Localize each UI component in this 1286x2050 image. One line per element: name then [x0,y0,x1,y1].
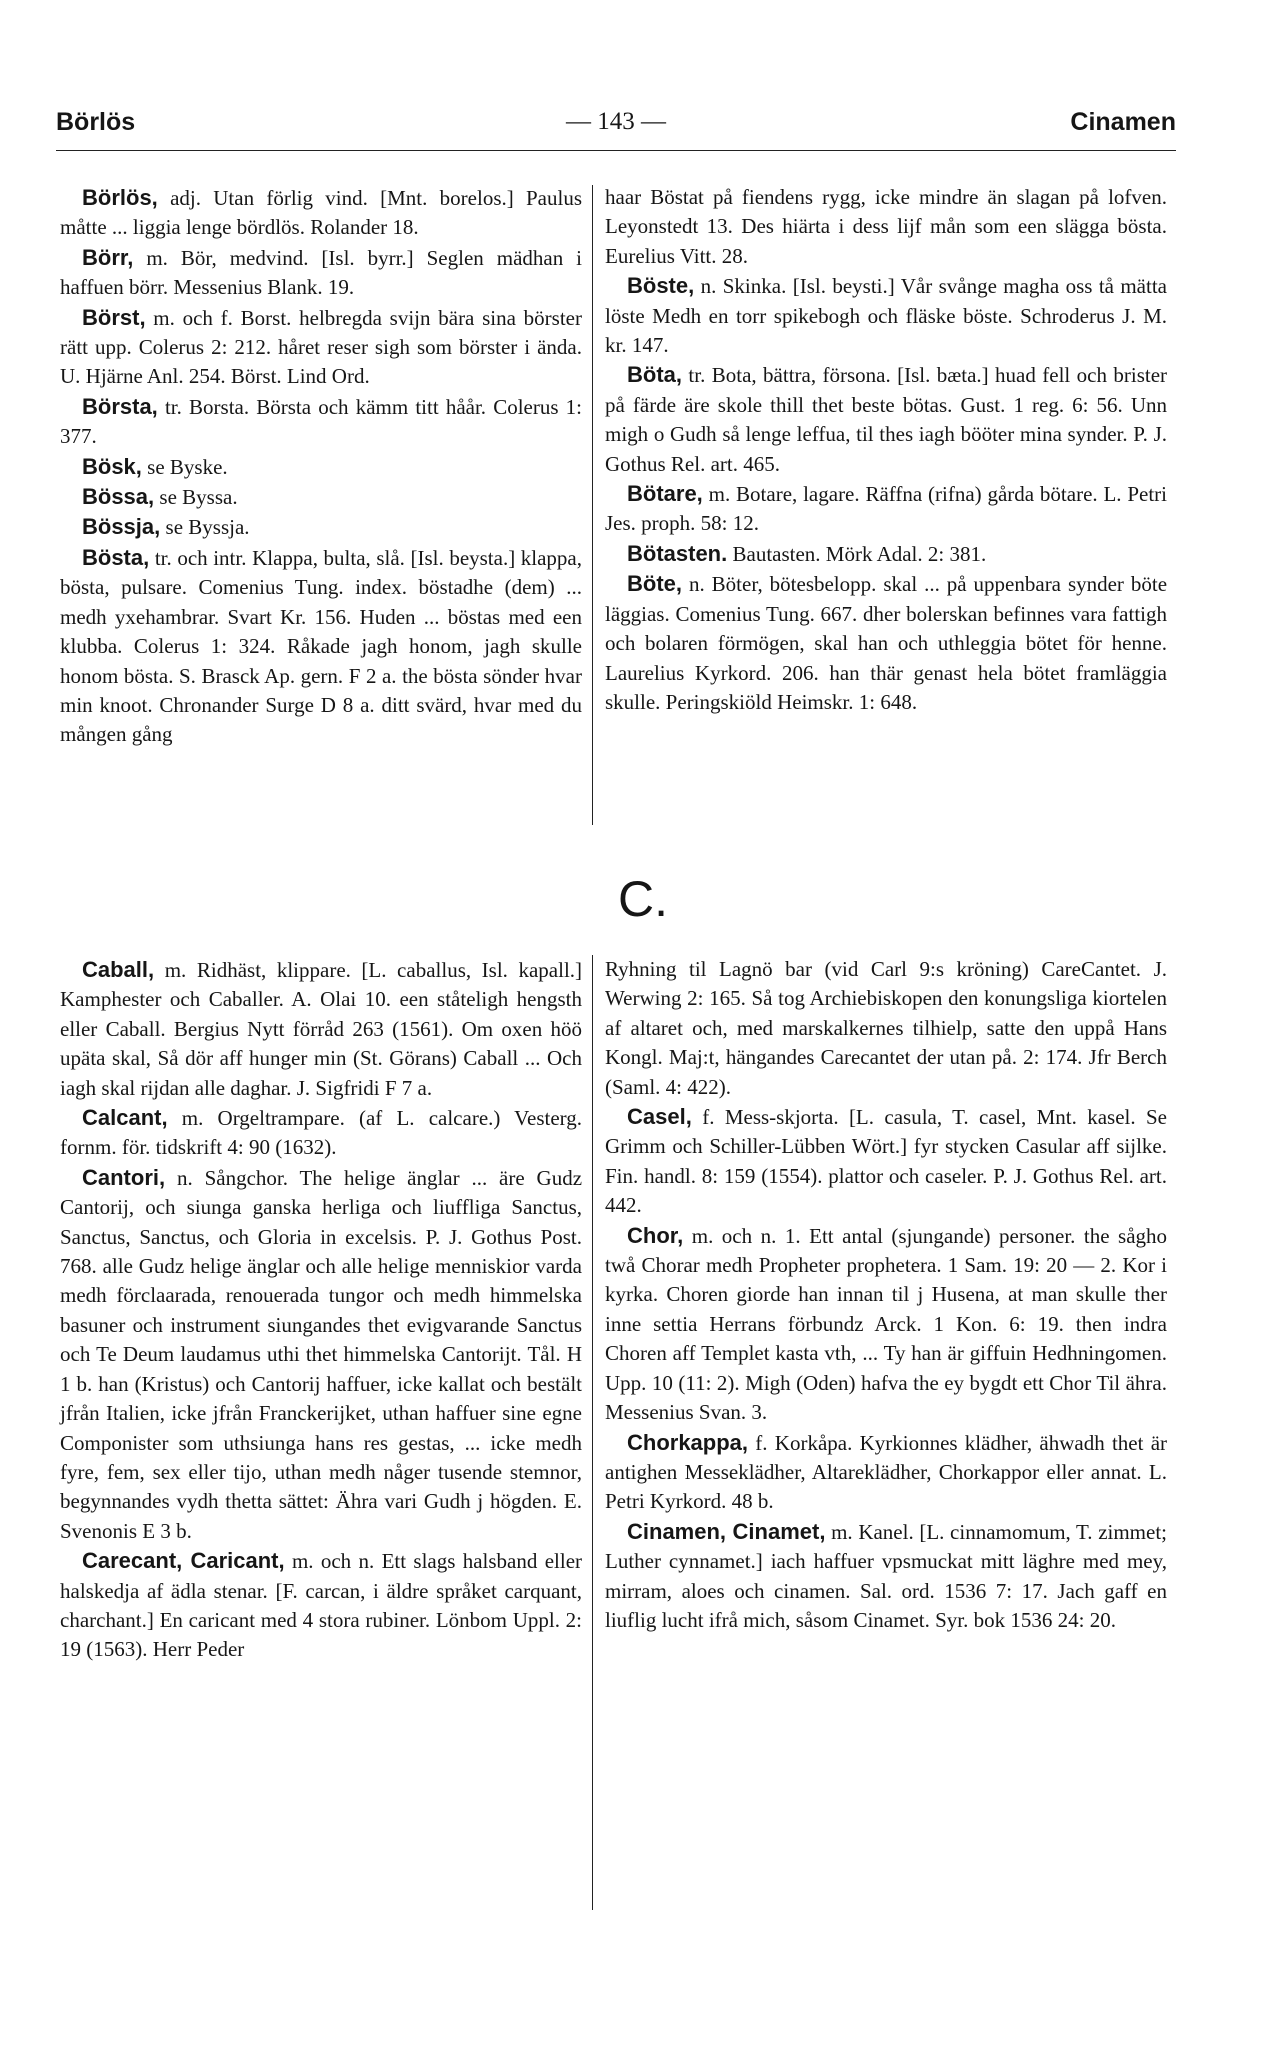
entry-headword: Böta, [627,362,682,388]
dictionary-entry [60,1163,582,1546]
entry-body: Klappa, bulta, slå. [Isl. beysta.] klappa, bösta, pulsare. Comenius Tung. index. böstadhe (dem) ... medh yxehambrar. Svart Kr. 156. Huden ... böstas med een klubba. Colerus 1: 324. Råkade jagh honom, jagh skulle honom bösta. S. Brasck Ap. gern. F 2 a. the bösta sönder hvar min knoot. Chronander Surge D 8 a. ditt svärd, hvar med du mången gång [60,545,583,747]
entry-headword: Böte, [627,571,682,597]
entry-body: se Byssa. [159,485,238,510]
dictionary-entry [60,183,582,243]
entry-grammar: m. [181,1106,204,1131]
dictionary-entry [60,392,582,452]
entry-grammar: m. [164,958,187,982]
entry-body: haar Böstat på fiendens rygg, icke mindre än slagan på lofven. Leyonstedt 13. Des hiärta i dess lijf mån som een slägga bösta. Eurelius Vitt. 28. [605,185,1167,268]
entry-grammar: f. [755,1430,768,1455]
dictionary-entry [60,543,582,750]
entry-body: Ryhning til Lagnö bar (vid Carl 9:s kröning) CareCantet. J. Werwing 2: 165. Så tog Archiebiskopen den konungsliga kiortelen af altaret och, med marskalkernes tilhielp, satte den uppå Hans Kongl. Maj:t, hängandes Carecantet der utan på. 2: 174. Jfr Berch (Saml. 4: 422). [605,957,1167,1099]
entry-body: Böter, bötesbelopp. skal ... på uppenbara synder böte läggias. Comenius Tung. 667. dher bolerskan befinnes vara fattigh och bolaren förmögen, skal han och uthleggia bötet för henne. Laurelius Kyrkord. 206. han thär genast hela bötet framläggia skulle. Peringskiöld Heimskr. 1: 648. [605,572,1168,714]
entry-body: Bör, medvind. [Isl. byrr.] Seglen mädhan i haffuen börr. Messenius Blank. 19. [60,245,582,300]
entry-headword: Börlös, [82,185,158,210]
dictionary-entry [60,243,582,303]
entry-headword: Bössa, [82,484,155,510]
dictionary-entry [605,1428,1167,1517]
entry-grammar: n. [176,1165,193,1190]
entry-grammar: m. [708,482,731,507]
entry-grammar: adj. [170,186,201,210]
entry-grammar: tr. och intr. [154,545,247,570]
entry-headword: Chor, [627,1222,684,1248]
entry-headword: Börst, [82,304,146,330]
entry-headword: Calcant, [82,1105,168,1131]
entry-headword: Cinamen, Cinamet, [627,1518,826,1544]
entry-grammar: f. [702,1105,715,1130]
dictionary-entry [60,482,582,512]
entry-headword: Bösk, [82,453,142,479]
page-number: — 143 — [566,108,666,135]
entry-grammar: n. [688,572,705,597]
dictionary-entry [60,512,582,542]
column-right-bottom [605,955,1167,1635]
dictionary-entry [60,1546,582,1665]
dictionary-entry [60,452,582,482]
column-left-bottom [60,955,582,1665]
entry-grammar: m. och n. [691,1223,777,1248]
running-header [56,108,1176,148]
entry-headword: Bötasten. [627,540,728,566]
column-divider-top [592,185,593,825]
dictionary-entry [605,1517,1167,1636]
header-rule [56,150,1176,151]
entry-headword: Bössja, [82,514,161,540]
entry-headword: Casel, [627,1104,692,1130]
column-right-top [605,183,1167,717]
entry-body: Sångchor. The helige änglar ... äre Gudz Cantorij, och siunga ganska herliga och liuffliga Sanctus, Sanctus, Sanctus, och Gloria in excelsis. P. J. Gothus Post. 768. alle Gudz helige änglar och alle helige menniskior varda medh förclaarada, renouerada tungor och medh himmelska basuner och instrument siungandes thet evigvarande Sanctus och Te Deum laudamus uthi thet himmelska Cantorijt. Tål. H 1 b. han (Kristus) och Cantorij haffuer, icke kallat och bestält jfrån Italien, icke jfrån Franckerijket, uthan haffuer sine egne Componister som uthsiunga hans res gestas, ... icke medh fyre, fem, sex eller tijo, uthan medh någer tusende stemnor, begynnandes vydh thetta sättet: Ähra vari Gudh j högden. E. Svenonis E 3 b. [60,1165,583,1543]
entry-grammar: n. [700,274,717,299]
entry-headword: Böste, [627,273,695,299]
dictionary-entry [60,1103,582,1163]
section-letter: C. [618,871,668,927]
entry-body: Utan förlig vind. [Mnt. borelos.] Paulus måtte ... liggia lenge bördlös. Rolander 18. [60,186,583,240]
entry-body: Borsta. Börsta och kämm titt håår. Colerus 1: 377. [60,394,583,449]
dictionary-entry [605,1221,1167,1428]
entry-body: Borst. helbregda svijn bära sina börster rätt upp. Colerus 2: 212. håret reser sigh som börster i ända. U. Hjärne Anl. 254. Börst. Lind Ord. [60,305,582,389]
dictionary-entry [605,569,1167,717]
dictionary-entry [605,360,1167,479]
column-divider-bottom [592,955,593,1910]
entry-body: Kanel. [L. cinnamomum, T. zimmet; Luther cynnamet.] iach haffuer vpsmuckat mitt läghre med mey, mirram, aloes och cinamen. Sal. ord. 1536 7: 17. Jach gaff en liuflig lucht ifrå mich, såsom Cinamet. Syr. bok 1536 24: 20. [605,1519,1168,1632]
entry-grammar: tr. [164,394,182,419]
entry-headword: Chorkappa, [627,1429,749,1455]
entry-body: Bota, bättra, försona. [Isl. bæta.] huad fell och brister på färde äre skole thill thet beste bötas. Gust. 1 reg. 6: 56. Unn migh o Gudh så lenge leffua, til thes iagh bööter mina synder. P. J. Gothus Rel. art. 465. [605,363,1168,476]
entry-headword: Börr, [82,244,134,270]
entry-grammar: m. [146,245,168,270]
dictionary-entry [60,955,582,1103]
entry-body: Skinka. [Isl. beysti.] Vår svånge magha oss tå mätta löste Medh en torr spikebogh och fläske böste. Schroderus J. M. kr. 147. [605,274,1167,358]
header-right-guideword: Cinamen [1070,108,1176,136]
dictionary-entry [605,271,1167,360]
dictionary-entry [60,303,582,392]
entry-grammar: tr. [688,363,706,388]
column-left-top [60,183,582,750]
entry-grammar: m. och n. [291,1549,375,1574]
entry-headword: Bösta, [82,544,150,570]
entry-grammar: m. och f. [153,305,233,330]
entry-body: Ridhäst, klippare. [L. caballus, Isl. kapall.] Kamphester och Caballer. A. Olai 10. een ståteligh hengsth eller Caball. Bergius Nytt förråd 263 (1561). Om oxen höö upäta skal, Så dör aff hunger min (St. Görans) Caball ... Och iagh skal rijdan alle daghar. J. Sigfridi F 7 a. [60,958,583,1100]
entry-headword: Carecant, Caricant, [82,1548,285,1574]
entry-body: Mess-skjorta. [L. casula, T. casel, Mnt. kasel. Se Grimm och Schiller-Lübben Wört.] fyr stycken Casular aff sijlke. Fin. handl. 8: 159 (1554). plattor och caseler. P. J. Gothus Rel. art. 442. [605,1105,1167,1218]
entry-body: Bautasten. Mörk Adal. 2: 381. [732,541,987,566]
dictionary-entry [605,1102,1167,1221]
dictionary-entry [605,479,1167,539]
dictionary-entry [605,183,1167,271]
entry-headword: Cantori, [82,1164,166,1190]
entry-body: Botare, lagare. Räffna (rifna) gårda bötare. L. Petri Jes. proph. 58: 12. [605,482,1168,536]
entry-body: Orgeltrampare. (af L. calcare.) Vesterg. fornm. för. tidskrift 4: 90 (1632). [60,1106,583,1160]
entry-body: Korkåpa. Kyrkionnes klädher, ähwadh thet är antighen Messeklädher, Altareklädher, Chorkappor eller annat. L. Petri Kyrkord. 48 b. [605,1430,1168,1514]
entry-grammar: m. [831,1519,853,1544]
header-left-guideword: Börlös [56,108,136,136]
entry-headword: Caball, [82,957,155,982]
dictionary-entry [605,955,1167,1102]
entry-headword: Börsta, [82,393,158,419]
dictionary-entry [605,539,1167,569]
entry-body: 1. Ett antal (sjungande) personer. the sågho twå Chorar medh Propheter prophetera. 1 Sam. 19: 20 — 2. Kor i kyrka. Choren giorde han innan til j Husena, at man skulle ther inne settia Herrans förbundz Arck. 1 Kon. 6: 19. then indra Choren aff Templet kasta vth, ... Ty han är giffuin Hedhningomen. Upp. 10 (11: 2). Migh (Oden) hafva the ey bygdt ett Chor Til ähra. Messenius Svan. 3. [605,1223,1168,1425]
entry-body: Ett slags halsband eller halskedja af ädla stenar. [F. carcan, i äldre språket carquant, charchant.] En caricant med 4 stora rubiner. Lönbom Uppl. 2: 19 (1563). Herr Peder [60,1549,583,1662]
entry-body: se Byske. [147,454,228,479]
entry-body: se Byssja. [165,515,250,540]
entry-headword: Bötare, [627,481,703,507]
